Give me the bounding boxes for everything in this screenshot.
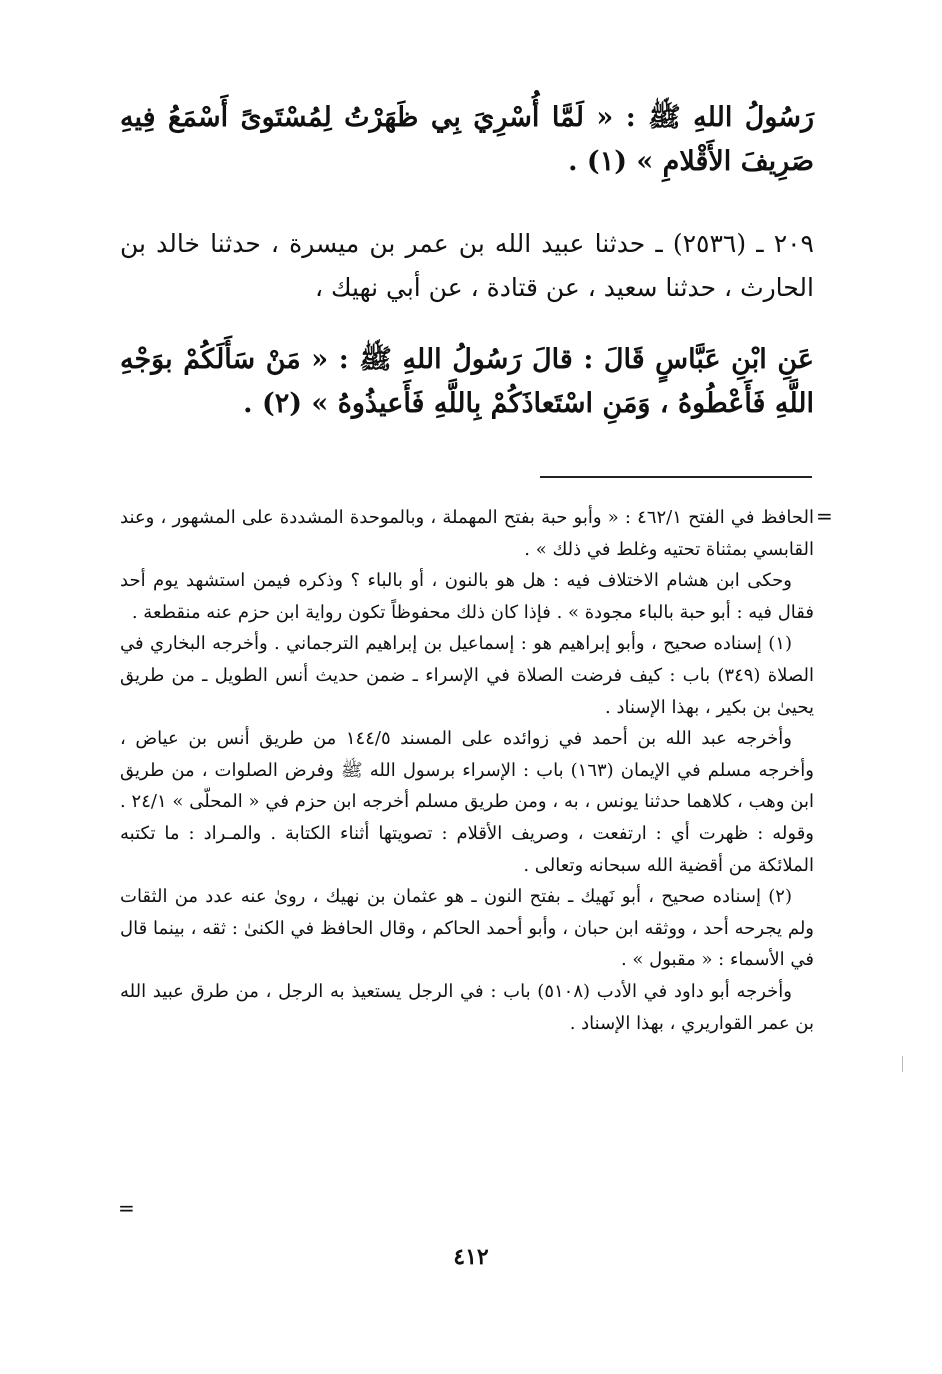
hadith-209-matn: عَنِ ابْنِ عَبَّاسٍ قَالَ : قالَ رَسُولُ اللهِ ﷺ : « مَنْ سَأَلَكُمْ بوَجْهِ اللَّهِ فَأَعْطُوهُ ، وَمَنِ اسْتَعاذَكُمْ بِاللَّهِ فَأَعيذُوهُ » (٢) . (120, 344, 814, 419)
footnotes (120, 502, 814, 1039)
page-number: ٤١٢ (453, 1244, 489, 1270)
footnote-separator (540, 476, 812, 478)
footnote-continuation-mark-bottom: = (118, 1196, 135, 1220)
margin-tick (902, 1056, 903, 1072)
hadith-209-isnad: ٢٠٩ ـ (٢٥٣٦) ـ حدثنا عبيد الله بن عمر بن ميسرة ، حدثنا خالد بن الحارث ، حدثنا سعيد ، عن قتادة ، عن أبي نهيك ، (120, 229, 814, 302)
footnote-paragraph: الحافظ في الفتح ٤٦٢/١ : « وأبو حبة بفتح المهملة ، وبالموحدة المشددة على المشهور ، وعند القابسي بمثناة تحتيه وغلط في ذلك » . (120, 507, 814, 560)
footnote-paragraph: وأخرجه عبد الله بن أحمد في زوائده على المسند ١٤٤/٥ من طريق أنس بن عياض ، وأخرجه مسلم في الإيمان (١٦٣) باب : الإسراء برسول الله ﷺ وفرض الصلوات ، من طريق ابن وهب ، كلاهما حدثنا يونس ، به ، ومن طريق مسلم أخرجه ابن حزم في « المحلّى » ٢٤/١ . وقوله : ظهرت أي : ارتفعت ، وصريف الأقلام : تصويتها أثناء الكتابة . والمـراد : ما تكتبه الملائكة من أقضية الله سبحانه وتعالى . (120, 728, 815, 876)
footnote-paragraph: (٢) إسناده صحيح ، أبو نَهيك ـ بفتح النون ـ هو عثمان بن نهيك ، روىٰ عنه عدد من الثقات ولم يجرحه أحد ، ووثقه ابن حبان ، وأبو أحمد الحاكم ، وقال الحافظ في الكنىٰ : ثقه ، بينما قال في الأسماء : « مقبول » . (120, 886, 814, 971)
footnote-paragraph: (١) إسناده صحيح ، وأبو إبراهيم هو : إسماعيل بن إبراهيم الترجماني . وأخرجه البخاري في الصلاة (٣٤٩) باب : كيف فرضت الصلاة في الإسراء ـ ضمن حديث أنس الطويل ـ من طريق يحيىٰ بن بكير ، بهذا الإسناد . (120, 633, 814, 718)
footnote-paragraph: وحكى ابن هشام الاختلاف فيه : هل هو بالنون ، أو بالباء ؟ وذكره فيمن استشهد يوم أحد فقال فيه : أبو حبة بالباء مجودة » . فإذا كان ذلك محفوظاً تكون رواية ابن حزم عنه منقطعة . (120, 570, 814, 623)
hadith-208-text: رَسُولُ اللهِ ﷺ : « لَمَّا أُسْرِيَ بِي ظَهَرْتُ لِمُسْتَوىً أَسْمَعُ فِيهِ صَرِيفَ الأَقْلامِ » (١) . (120, 102, 814, 177)
footnote-continuation-mark-top: = (816, 504, 833, 528)
footnote-paragraph: وأخرجه أبو داود في الأدب (٥١٠٨) باب : في الرجل يستعيذ به الرجل ، من طرق عبيد الله بن عمر القواريري ، بهذا الإسناد . (120, 980, 814, 1034)
